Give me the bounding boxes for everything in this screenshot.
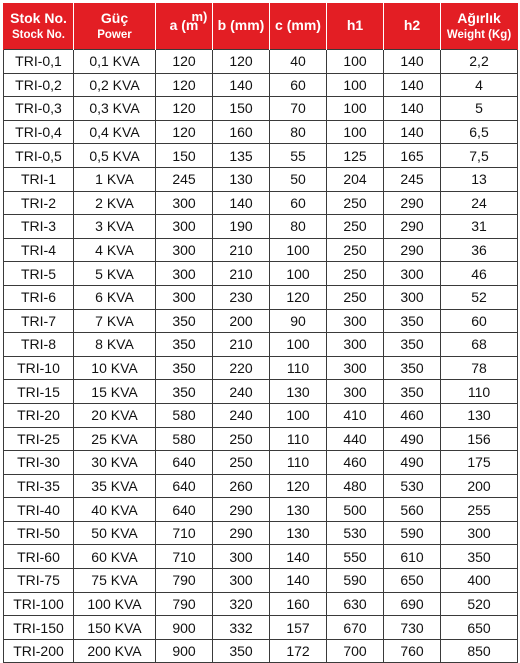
stock-no-cell: TRI-0,3 xyxy=(4,97,74,121)
weight-cell: 60 xyxy=(441,309,518,333)
table-row xyxy=(4,356,518,380)
h1-cell: 550 xyxy=(327,545,384,569)
table-row xyxy=(4,616,518,640)
table-row xyxy=(4,498,518,522)
h2-cell: 610 xyxy=(384,545,441,569)
power-cell: 1 KVA xyxy=(74,167,156,191)
h2-cell: 300 xyxy=(384,262,441,286)
h2-cell: 350 xyxy=(384,380,441,404)
h1-cell: 530 xyxy=(327,521,384,545)
stock-no-cell: TRI-150 xyxy=(4,616,74,640)
h2-cell: 690 xyxy=(384,592,441,616)
h1-cell: 250 xyxy=(327,238,384,262)
b-cell: 290 xyxy=(213,521,270,545)
stock-no-cell: TRI-25 xyxy=(4,427,74,451)
power-cell: 20 KVA xyxy=(74,403,156,427)
a-cell: 710 xyxy=(156,521,213,545)
table-row xyxy=(4,238,518,262)
weight-cell: 350 xyxy=(441,545,518,569)
b-cell: 350 xyxy=(213,639,270,663)
header-weight-tr: Ağırlık xyxy=(457,10,501,27)
c-cell: 40 xyxy=(270,50,327,74)
stock-no-cell: TRI-50 xyxy=(4,521,74,545)
h1-cell: 590 xyxy=(327,569,384,593)
h2-cell: 140 xyxy=(384,50,441,74)
h2-cell: 165 xyxy=(384,144,441,168)
weight-cell: 200 xyxy=(441,474,518,498)
stock-no-cell: TRI-75 xyxy=(4,569,74,593)
a-cell: 640 xyxy=(156,498,213,522)
weight-cell: 31 xyxy=(441,215,518,239)
stock-no-cell: TRI-30 xyxy=(4,451,74,475)
h2-cell: 290 xyxy=(384,215,441,239)
weight-cell: 6,5 xyxy=(441,120,518,144)
header-weight-en: Weight (Kg) xyxy=(446,28,512,41)
weight-cell: 13 xyxy=(441,167,518,191)
b-cell: 300 xyxy=(213,545,270,569)
table-row xyxy=(4,144,518,168)
h1-cell: 250 xyxy=(327,215,384,239)
b-cell: 190 xyxy=(213,215,270,239)
c-cell: 130 xyxy=(270,521,327,545)
header-power-tr: Güç xyxy=(100,10,129,27)
header-weight xyxy=(441,3,518,50)
a-cell: 120 xyxy=(156,73,213,97)
c-cell: 110 xyxy=(270,451,327,475)
h1-cell: 204 xyxy=(327,167,384,191)
h1-cell: 100 xyxy=(327,120,384,144)
stock-no-cell: TRI-0,2 xyxy=(4,73,74,97)
a-cell: 900 xyxy=(156,639,213,663)
a-cell: 350 xyxy=(156,333,213,357)
table-row xyxy=(4,309,518,333)
a-cell: 350 xyxy=(156,309,213,333)
table-body xyxy=(4,50,518,663)
h2-cell: 140 xyxy=(384,97,441,121)
b-cell: 120 xyxy=(213,50,270,74)
power-cell: 200 KVA xyxy=(74,639,156,663)
table-row xyxy=(4,215,518,239)
weight-cell: 5 xyxy=(441,97,518,121)
b-cell: 290 xyxy=(213,498,270,522)
a-cell: 300 xyxy=(156,285,213,309)
weight-cell: 68 xyxy=(441,333,518,357)
h2-cell: 730 xyxy=(384,616,441,640)
h1-cell: 700 xyxy=(327,639,384,663)
power-cell: 7 KVA xyxy=(74,309,156,333)
h2-cell: 290 xyxy=(384,238,441,262)
stock-no-cell: TRI-20 xyxy=(4,403,74,427)
h2-cell: 650 xyxy=(384,569,441,593)
weight-cell: 4 xyxy=(441,73,518,97)
c-cell: 80 xyxy=(270,120,327,144)
weight-cell: 520 xyxy=(441,592,518,616)
power-cell: 5 KVA xyxy=(74,262,156,286)
table-row xyxy=(4,474,518,498)
c-cell: 100 xyxy=(270,262,327,286)
a-cell: 120 xyxy=(156,50,213,74)
power-cell: 40 KVA xyxy=(74,498,156,522)
a-cell: 640 xyxy=(156,474,213,498)
table-row xyxy=(4,191,518,215)
power-cell: 30 KVA xyxy=(74,451,156,475)
b-cell: 240 xyxy=(213,380,270,404)
h2-cell: 460 xyxy=(384,403,441,427)
h1-cell: 300 xyxy=(327,333,384,357)
weight-cell: 52 xyxy=(441,285,518,309)
a-cell: 350 xyxy=(156,380,213,404)
h1-cell: 670 xyxy=(327,616,384,640)
h2-cell: 290 xyxy=(384,191,441,215)
power-cell: 0,5 KVA xyxy=(74,144,156,168)
table-row xyxy=(4,73,518,97)
table-row xyxy=(4,427,518,451)
a-cell: 150 xyxy=(156,144,213,168)
stock-no-cell: TRI-15 xyxy=(4,380,74,404)
table-row xyxy=(4,285,518,309)
power-cell: 150 KVA xyxy=(74,616,156,640)
h2-cell: 490 xyxy=(384,427,441,451)
h1-cell: 125 xyxy=(327,144,384,168)
h1-cell: 300 xyxy=(327,380,384,404)
c-cell: 60 xyxy=(270,73,327,97)
power-cell: 3 KVA xyxy=(74,215,156,239)
b-cell: 300 xyxy=(213,569,270,593)
header-h1: h1 xyxy=(327,3,384,50)
weight-cell: 7,5 xyxy=(441,144,518,168)
b-cell: 260 xyxy=(213,474,270,498)
stock-no-cell: TRI-35 xyxy=(4,474,74,498)
stock-no-cell: TRI-0,4 xyxy=(4,120,74,144)
h2-cell: 560 xyxy=(384,498,441,522)
table-row xyxy=(4,167,518,191)
h1-cell: 460 xyxy=(327,451,384,475)
c-cell: 55 xyxy=(270,144,327,168)
power-cell: 8 KVA xyxy=(74,333,156,357)
stock-no-cell: TRI-200 xyxy=(4,639,74,663)
h1-cell: 100 xyxy=(327,50,384,74)
h2-cell: 760 xyxy=(384,639,441,663)
c-cell: 130 xyxy=(270,380,327,404)
h1-cell: 500 xyxy=(327,498,384,522)
c-cell: 130 xyxy=(270,498,327,522)
power-cell: 6 KVA xyxy=(74,285,156,309)
weight-cell: 24 xyxy=(441,191,518,215)
h1-cell: 250 xyxy=(327,262,384,286)
table-row xyxy=(4,97,518,121)
table-row xyxy=(4,592,518,616)
stock-no-cell: TRI-6 xyxy=(4,285,74,309)
header-a-sup: m) xyxy=(191,9,208,25)
weight-cell: 156 xyxy=(441,427,518,451)
power-cell: 0,3 KVA xyxy=(74,97,156,121)
power-cell: 0,4 KVA xyxy=(74,120,156,144)
h1-cell: 410 xyxy=(327,403,384,427)
power-cell: 75 KVA xyxy=(74,569,156,593)
c-cell: 100 xyxy=(270,238,327,262)
table-header xyxy=(4,3,518,50)
table-row xyxy=(4,380,518,404)
header-c: c (mm) xyxy=(270,3,327,50)
h2-cell: 350 xyxy=(384,333,441,357)
power-cell: 35 KVA xyxy=(74,474,156,498)
weight-cell: 78 xyxy=(441,356,518,380)
power-cell: 0,1 KVA xyxy=(74,50,156,74)
weight-cell: 300 xyxy=(441,521,518,545)
power-cell: 60 KVA xyxy=(74,545,156,569)
weight-cell: 130 xyxy=(441,403,518,427)
b-cell: 135 xyxy=(213,144,270,168)
power-cell: 15 KVA xyxy=(74,380,156,404)
table-row xyxy=(4,403,518,427)
a-cell: 640 xyxy=(156,451,213,475)
transformer-spec-table-container xyxy=(3,3,517,663)
a-cell: 580 xyxy=(156,403,213,427)
c-cell: 140 xyxy=(270,569,327,593)
header-stock-tr: Stok No. xyxy=(10,10,67,27)
h1-cell: 250 xyxy=(327,285,384,309)
h1-cell: 100 xyxy=(327,73,384,97)
a-cell: 120 xyxy=(156,120,213,144)
weight-cell: 2,2 xyxy=(441,50,518,74)
a-cell: 790 xyxy=(156,592,213,616)
weight-cell: 46 xyxy=(441,262,518,286)
stock-no-cell: TRI-7 xyxy=(4,309,74,333)
c-cell: 110 xyxy=(270,427,327,451)
c-cell: 110 xyxy=(270,356,327,380)
b-cell: 210 xyxy=(213,238,270,262)
h2-cell: 490 xyxy=(384,451,441,475)
b-cell: 130 xyxy=(213,167,270,191)
header-stock-en: Stock No. xyxy=(11,28,66,41)
c-cell: 120 xyxy=(270,285,327,309)
b-cell: 332 xyxy=(213,616,270,640)
header-a-wrap xyxy=(169,9,208,35)
c-cell: 70 xyxy=(270,97,327,121)
a-cell: 300 xyxy=(156,215,213,239)
stock-no-cell: TRI-5 xyxy=(4,262,74,286)
header-a-label: a (m xyxy=(169,17,199,34)
b-cell: 140 xyxy=(213,191,270,215)
a-cell: 350 xyxy=(156,356,213,380)
c-cell: 120 xyxy=(270,474,327,498)
weight-cell: 850 xyxy=(441,639,518,663)
c-cell: 172 xyxy=(270,639,327,663)
stock-no-cell: TRI-3 xyxy=(4,215,74,239)
header-b: b (mm) xyxy=(213,3,270,50)
stock-no-cell: TRI-60 xyxy=(4,545,74,569)
header-power xyxy=(74,3,156,50)
a-cell: 300 xyxy=(156,191,213,215)
header-h2: h2 xyxy=(384,3,441,50)
c-cell: 100 xyxy=(270,333,327,357)
weight-cell: 36 xyxy=(441,238,518,262)
h1-cell: 440 xyxy=(327,427,384,451)
power-cell: 10 KVA xyxy=(74,356,156,380)
h2-cell: 245 xyxy=(384,167,441,191)
b-cell: 220 xyxy=(213,356,270,380)
power-cell: 25 KVA xyxy=(74,427,156,451)
b-cell: 240 xyxy=(213,403,270,427)
b-cell: 210 xyxy=(213,262,270,286)
c-cell: 100 xyxy=(270,403,327,427)
table-row xyxy=(4,521,518,545)
table-row xyxy=(4,639,518,663)
c-cell: 50 xyxy=(270,167,327,191)
a-cell: 900 xyxy=(156,616,213,640)
weight-cell: 110 xyxy=(441,380,518,404)
c-cell: 60 xyxy=(270,191,327,215)
stock-no-cell: TRI-1 xyxy=(4,167,74,191)
c-cell: 140 xyxy=(270,545,327,569)
power-cell: 0,2 KVA xyxy=(74,73,156,97)
a-cell: 300 xyxy=(156,262,213,286)
power-cell: 2 KVA xyxy=(74,191,156,215)
b-cell: 210 xyxy=(213,333,270,357)
power-cell: 50 KVA xyxy=(74,521,156,545)
power-cell: 100 KVA xyxy=(74,592,156,616)
h1-cell: 630 xyxy=(327,592,384,616)
h2-cell: 350 xyxy=(384,356,441,380)
b-cell: 150 xyxy=(213,97,270,121)
stock-no-cell: TRI-8 xyxy=(4,333,74,357)
stock-no-cell: TRI-100 xyxy=(4,592,74,616)
c-cell: 90 xyxy=(270,309,327,333)
transformer-spec-table xyxy=(3,3,518,663)
stock-no-cell: TRI-4 xyxy=(4,238,74,262)
table-row xyxy=(4,451,518,475)
a-cell: 790 xyxy=(156,569,213,593)
b-cell: 230 xyxy=(213,285,270,309)
stock-no-cell: TRI-0,1 xyxy=(4,50,74,74)
table-row xyxy=(4,50,518,74)
table-row xyxy=(4,333,518,357)
stock-no-cell: TRI-2 xyxy=(4,191,74,215)
h1-cell: 480 xyxy=(327,474,384,498)
a-cell: 710 xyxy=(156,545,213,569)
weight-cell: 255 xyxy=(441,498,518,522)
c-cell: 157 xyxy=(270,616,327,640)
b-cell: 320 xyxy=(213,592,270,616)
stock-no-cell: TRI-10 xyxy=(4,356,74,380)
weight-cell: 650 xyxy=(441,616,518,640)
weight-cell: 400 xyxy=(441,569,518,593)
h1-cell: 300 xyxy=(327,309,384,333)
h2-cell: 300 xyxy=(384,285,441,309)
h2-cell: 590 xyxy=(384,521,441,545)
stock-no-cell: TRI-40 xyxy=(4,498,74,522)
b-cell: 160 xyxy=(213,120,270,144)
table-row xyxy=(4,569,518,593)
weight-cell: 175 xyxy=(441,451,518,475)
b-cell: 140 xyxy=(213,73,270,97)
header-row xyxy=(4,3,518,50)
header-power-en: Power xyxy=(97,28,132,41)
c-cell: 160 xyxy=(270,592,327,616)
b-cell: 200 xyxy=(213,309,270,333)
b-cell: 250 xyxy=(213,427,270,451)
a-cell: 245 xyxy=(156,167,213,191)
power-cell: 4 KVA xyxy=(74,238,156,262)
h1-cell: 250 xyxy=(327,191,384,215)
stock-no-cell: TRI-0,5 xyxy=(4,144,74,168)
a-cell: 300 xyxy=(156,238,213,262)
b-cell: 250 xyxy=(213,451,270,475)
h2-cell: 530 xyxy=(384,474,441,498)
a-cell: 580 xyxy=(156,427,213,451)
h2-cell: 140 xyxy=(384,120,441,144)
h1-cell: 300 xyxy=(327,356,384,380)
header-a xyxy=(156,3,213,50)
h2-cell: 350 xyxy=(384,309,441,333)
table-row xyxy=(4,262,518,286)
table-row xyxy=(4,120,518,144)
c-cell: 80 xyxy=(270,215,327,239)
h1-cell: 100 xyxy=(327,97,384,121)
h2-cell: 140 xyxy=(384,73,441,97)
table-row xyxy=(4,545,518,569)
a-cell: 120 xyxy=(156,97,213,121)
header-stock-no xyxy=(4,3,74,50)
